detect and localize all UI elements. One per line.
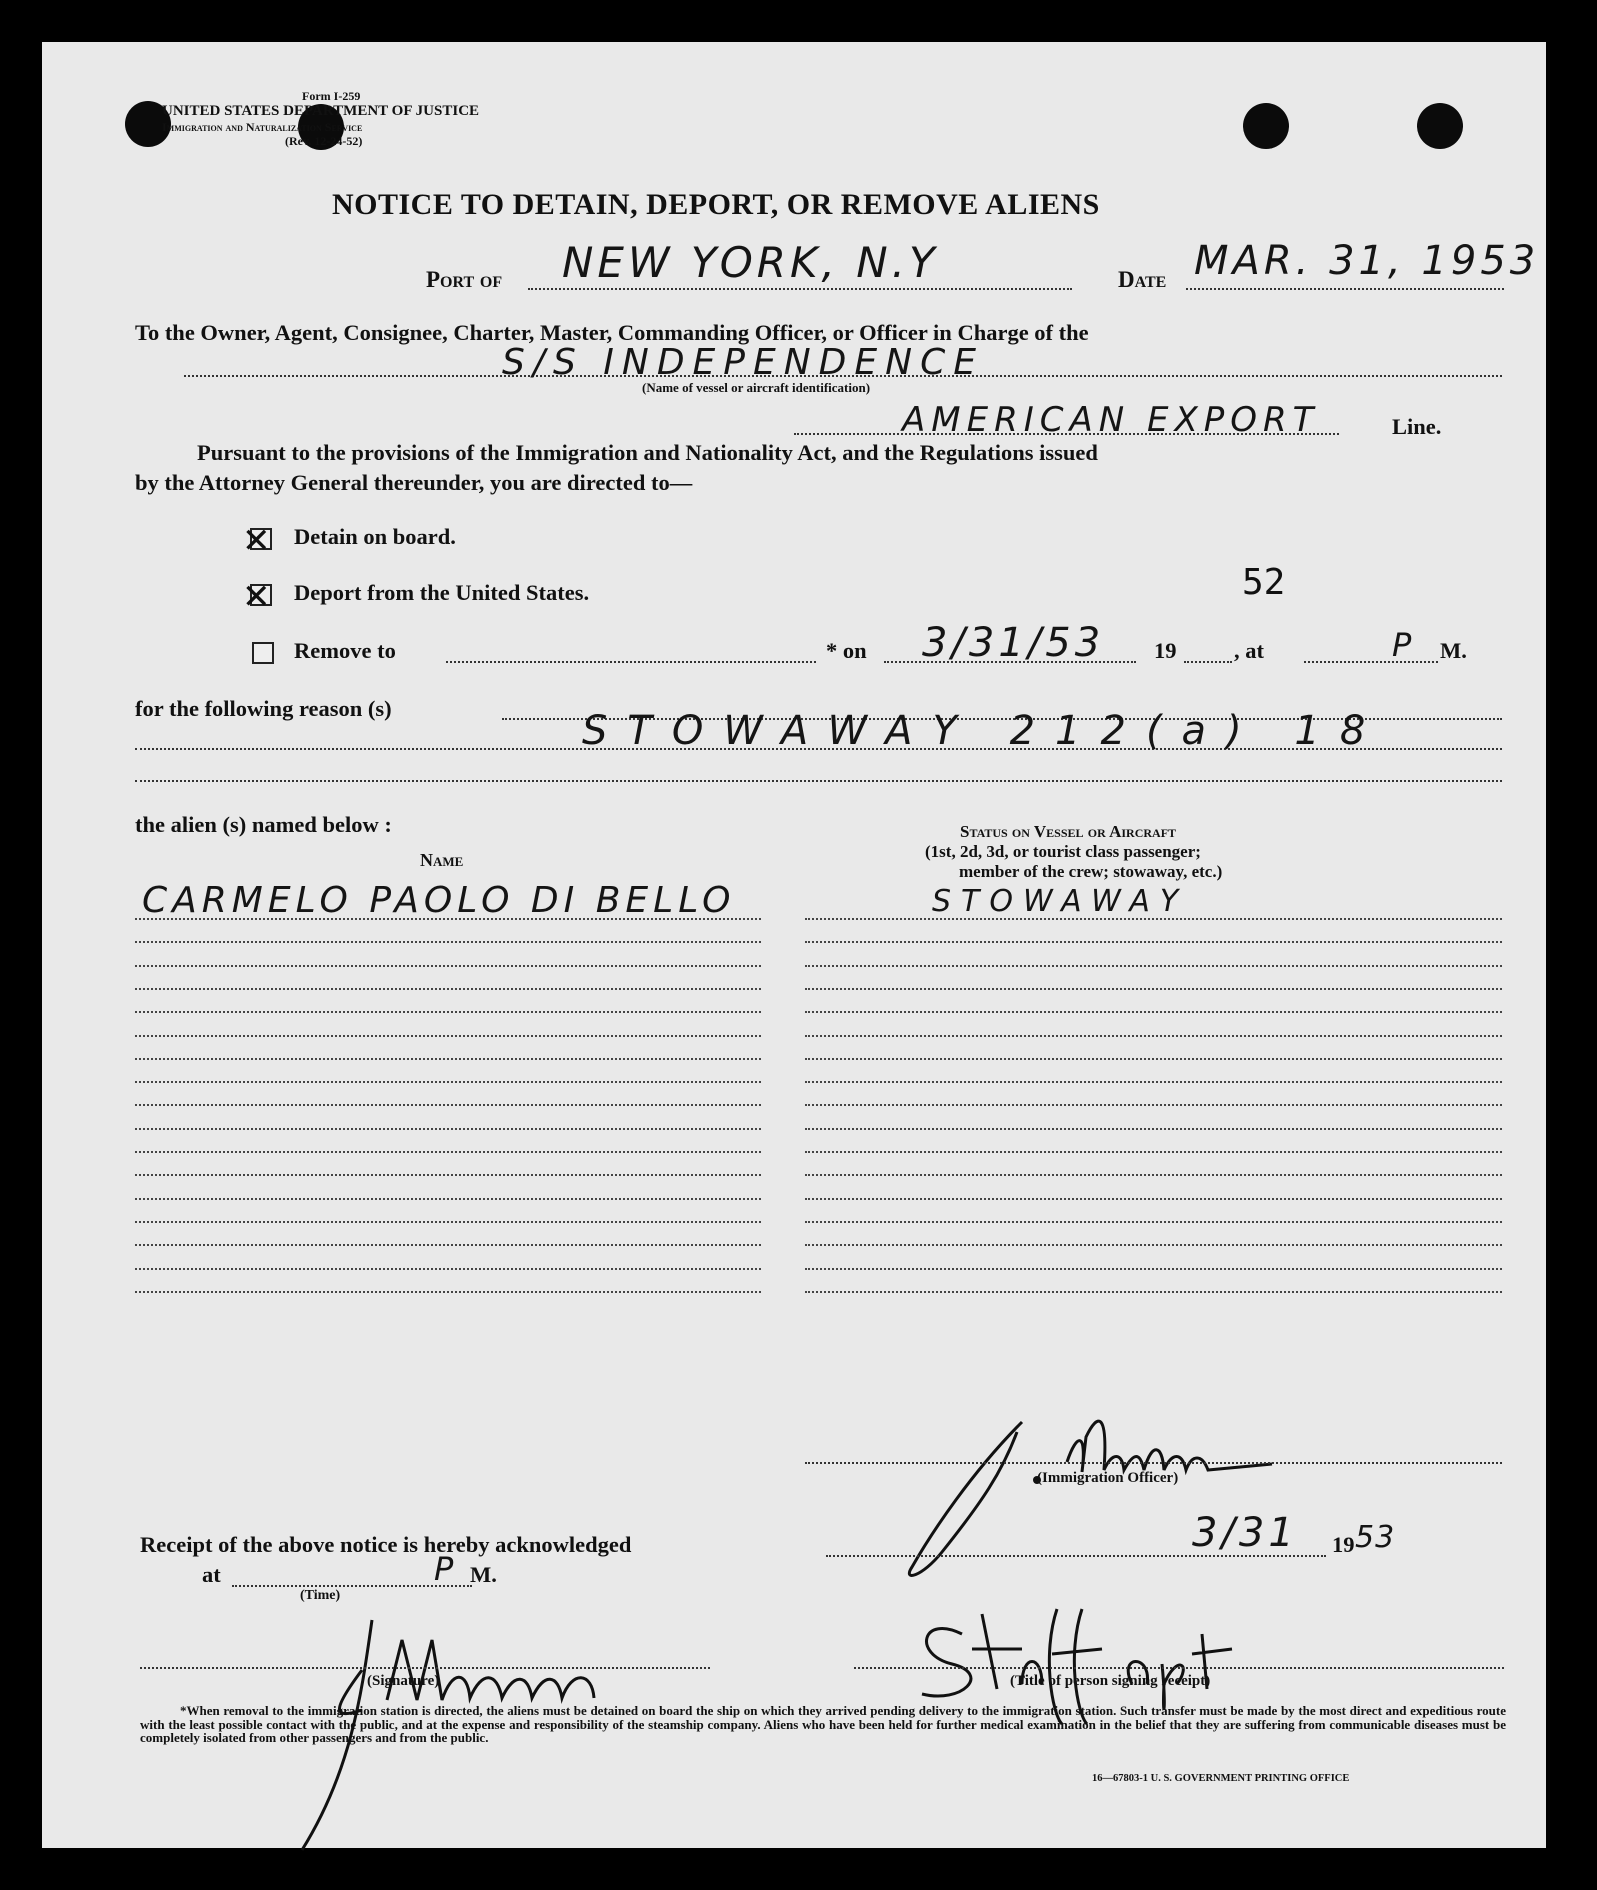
name-row-line: [135, 1291, 761, 1293]
name-row-line: [135, 1011, 761, 1013]
form-number: Form I-259: [302, 89, 361, 103]
name-row-line: [135, 1081, 761, 1083]
status-row-line: [805, 941, 1502, 943]
status-subheader-1: (1st, 2d, 3d, or tourist class passenger;: [925, 842, 1201, 861]
receipt-time-value: P: [434, 1550, 458, 1588]
remove-checkbox[interactable]: [252, 642, 274, 664]
punch-hole-right-2: [1417, 103, 1463, 149]
status-row-line: [805, 1104, 1502, 1106]
receipt-text: Receipt of the above notice is hereby acknowledged: [140, 1532, 632, 1557]
status-row-line: [805, 988, 1502, 990]
name-header: Name: [420, 850, 464, 870]
name-row-line: [135, 1221, 761, 1223]
receipt-time-caption: (Time): [300, 1588, 341, 1603]
status-row-line: [805, 1128, 1502, 1130]
status-row-line: [805, 1244, 1502, 1246]
alien-name-value: CARMELO PAOLO DI BELLO: [142, 880, 736, 921]
agency-service: Immigration and Naturalization Service: [162, 120, 363, 134]
name-row-line: [135, 988, 761, 990]
name-row-line: [135, 1104, 761, 1106]
receipt-date-value: 3/31: [1192, 1510, 1298, 1556]
date-value: MAR. 31, 1953: [1194, 238, 1540, 284]
time-suffix: M.: [1440, 638, 1467, 663]
name-row-line: [135, 918, 761, 920]
officer-caption: (Immigration Officer): [1037, 1470, 1179, 1486]
on-label: * on: [826, 638, 867, 663]
steamship-line-value: AMERICAN EXPORT: [902, 400, 1320, 440]
receipt-time-suffix: M.: [470, 1562, 497, 1587]
status-row-line: [805, 965, 1502, 967]
status-row-line: [805, 1221, 1502, 1223]
deport-check-mark: ✕: [242, 577, 271, 617]
port-line: [528, 288, 1072, 290]
signer-signature-line: [140, 1667, 710, 1669]
footnote: *When removal to the immigration station is directed, the aliens must be detained on board the ship on which they arrived pending delivery to the immigration station. Such transfer must be made by the most direct and expeditious route with the least possible contact with the public, and at the expense and responsibility of the steamship company. Aliens who have been held for further medical examination in the belief that they are suffering from communicable diseases must be completely isolated from other passengers and from the public.: [140, 1703, 1506, 1745]
form-sheet: [42, 42, 1546, 1848]
status-row-line: [805, 1268, 1502, 1270]
signer-signature-caption: (Signature): [367, 1673, 440, 1689]
status-row-line: [805, 1198, 1502, 1200]
port-label: Port of: [426, 267, 503, 292]
agency-name: UNITED STATES DEPARTMENT OF JUSTICE: [162, 103, 480, 119]
status-subheader-2: member of the crew; stowaway, etc.): [959, 862, 1223, 881]
reason-value: STOWAWAY 212(a) 18: [582, 708, 1386, 754]
stamp-number: 52: [1242, 562, 1286, 603]
remove-label: Remove to: [294, 638, 396, 663]
form-revision: (Rev. 12-24-52): [285, 134, 363, 148]
status-row-line: [805, 918, 1502, 920]
on-date-value: 3/31/53: [922, 620, 1105, 666]
port-value: NEW YORK, N.Y: [562, 238, 939, 287]
name-row-line: [135, 1244, 761, 1246]
reason-label: for the following reason (s): [135, 696, 392, 721]
name-row-line: [135, 1268, 761, 1270]
aliens-label: the alien (s) named below :: [135, 812, 392, 837]
addressee-text: To the Owner, Agent, Consignee, Charter, Master, Commanding Officer, or Officer in Charge of the: [135, 320, 1089, 345]
status-row-line: [805, 1058, 1502, 1060]
reason-line-3: [135, 780, 1502, 782]
time-value: P: [1392, 626, 1416, 664]
name-row-line: [135, 1198, 761, 1200]
vessel-caption: (Name of vessel or aircraft identification): [642, 380, 871, 395]
printer-line: 16—67803-1 U. S. GOVERNMENT PRINTING OFFICE: [1092, 1773, 1350, 1784]
form-title: NOTICE TO DETAIN, DEPORT, OR REMOVE ALIENS: [332, 188, 1100, 221]
detain-label: Detain on board.: [294, 524, 456, 549]
punch-hole-right-1: [1243, 103, 1289, 149]
name-row-line: [135, 965, 761, 967]
status-row-line: [805, 1011, 1502, 1013]
name-row-line: [135, 1128, 761, 1130]
name-row-line: [135, 1151, 761, 1153]
line-label: Line.: [1392, 414, 1442, 439]
receipt-year-prefix: 19: [1332, 1532, 1355, 1557]
pursuant-text-1: Pursuant to the provisions of the Immigration and Nationality Act, and the Regulations issued: [197, 440, 1098, 465]
status-row-line: [805, 1081, 1502, 1083]
status-row-line: [805, 1174, 1502, 1176]
deport-label: Deport from the United States.: [294, 580, 590, 605]
status-header: Status on Vessel or Aircraft: [960, 822, 1177, 841]
detain-check-mark: ✕: [242, 521, 271, 561]
at-label: , at: [1234, 638, 1264, 663]
name-row-line: [135, 1174, 761, 1176]
signer-title-caption: (Title of person signing receipt): [1010, 1673, 1211, 1689]
on-year-prefix: 19: [1154, 638, 1177, 663]
remove-destination-line: [446, 661, 816, 663]
signer-title-line: [854, 1667, 1504, 1669]
time-line: [1304, 661, 1438, 663]
date-line: [1186, 288, 1504, 290]
status-row-line: [805, 1035, 1502, 1037]
name-row-line: [135, 1058, 761, 1060]
name-row-line: [135, 1035, 761, 1037]
status-row-line: [805, 1151, 1502, 1153]
officer-signature: [872, 1392, 1352, 1592]
name-row-line: [135, 941, 761, 943]
on-year-line: [1184, 661, 1232, 663]
vessel-value: S/S INDEPENDENCE: [502, 342, 984, 383]
status-row-line: [805, 1291, 1502, 1293]
date-label: Date: [1118, 267, 1167, 292]
receipt-at-label: at: [202, 1562, 221, 1587]
receipt-year-value: 53: [1355, 1520, 1396, 1555]
officer-signature-line: [805, 1462, 1502, 1464]
alien-status-value: STOWAWAY: [932, 884, 1189, 919]
pursuant-text-2: by the Attorney General thereunder, you are directed to—: [135, 470, 693, 495]
